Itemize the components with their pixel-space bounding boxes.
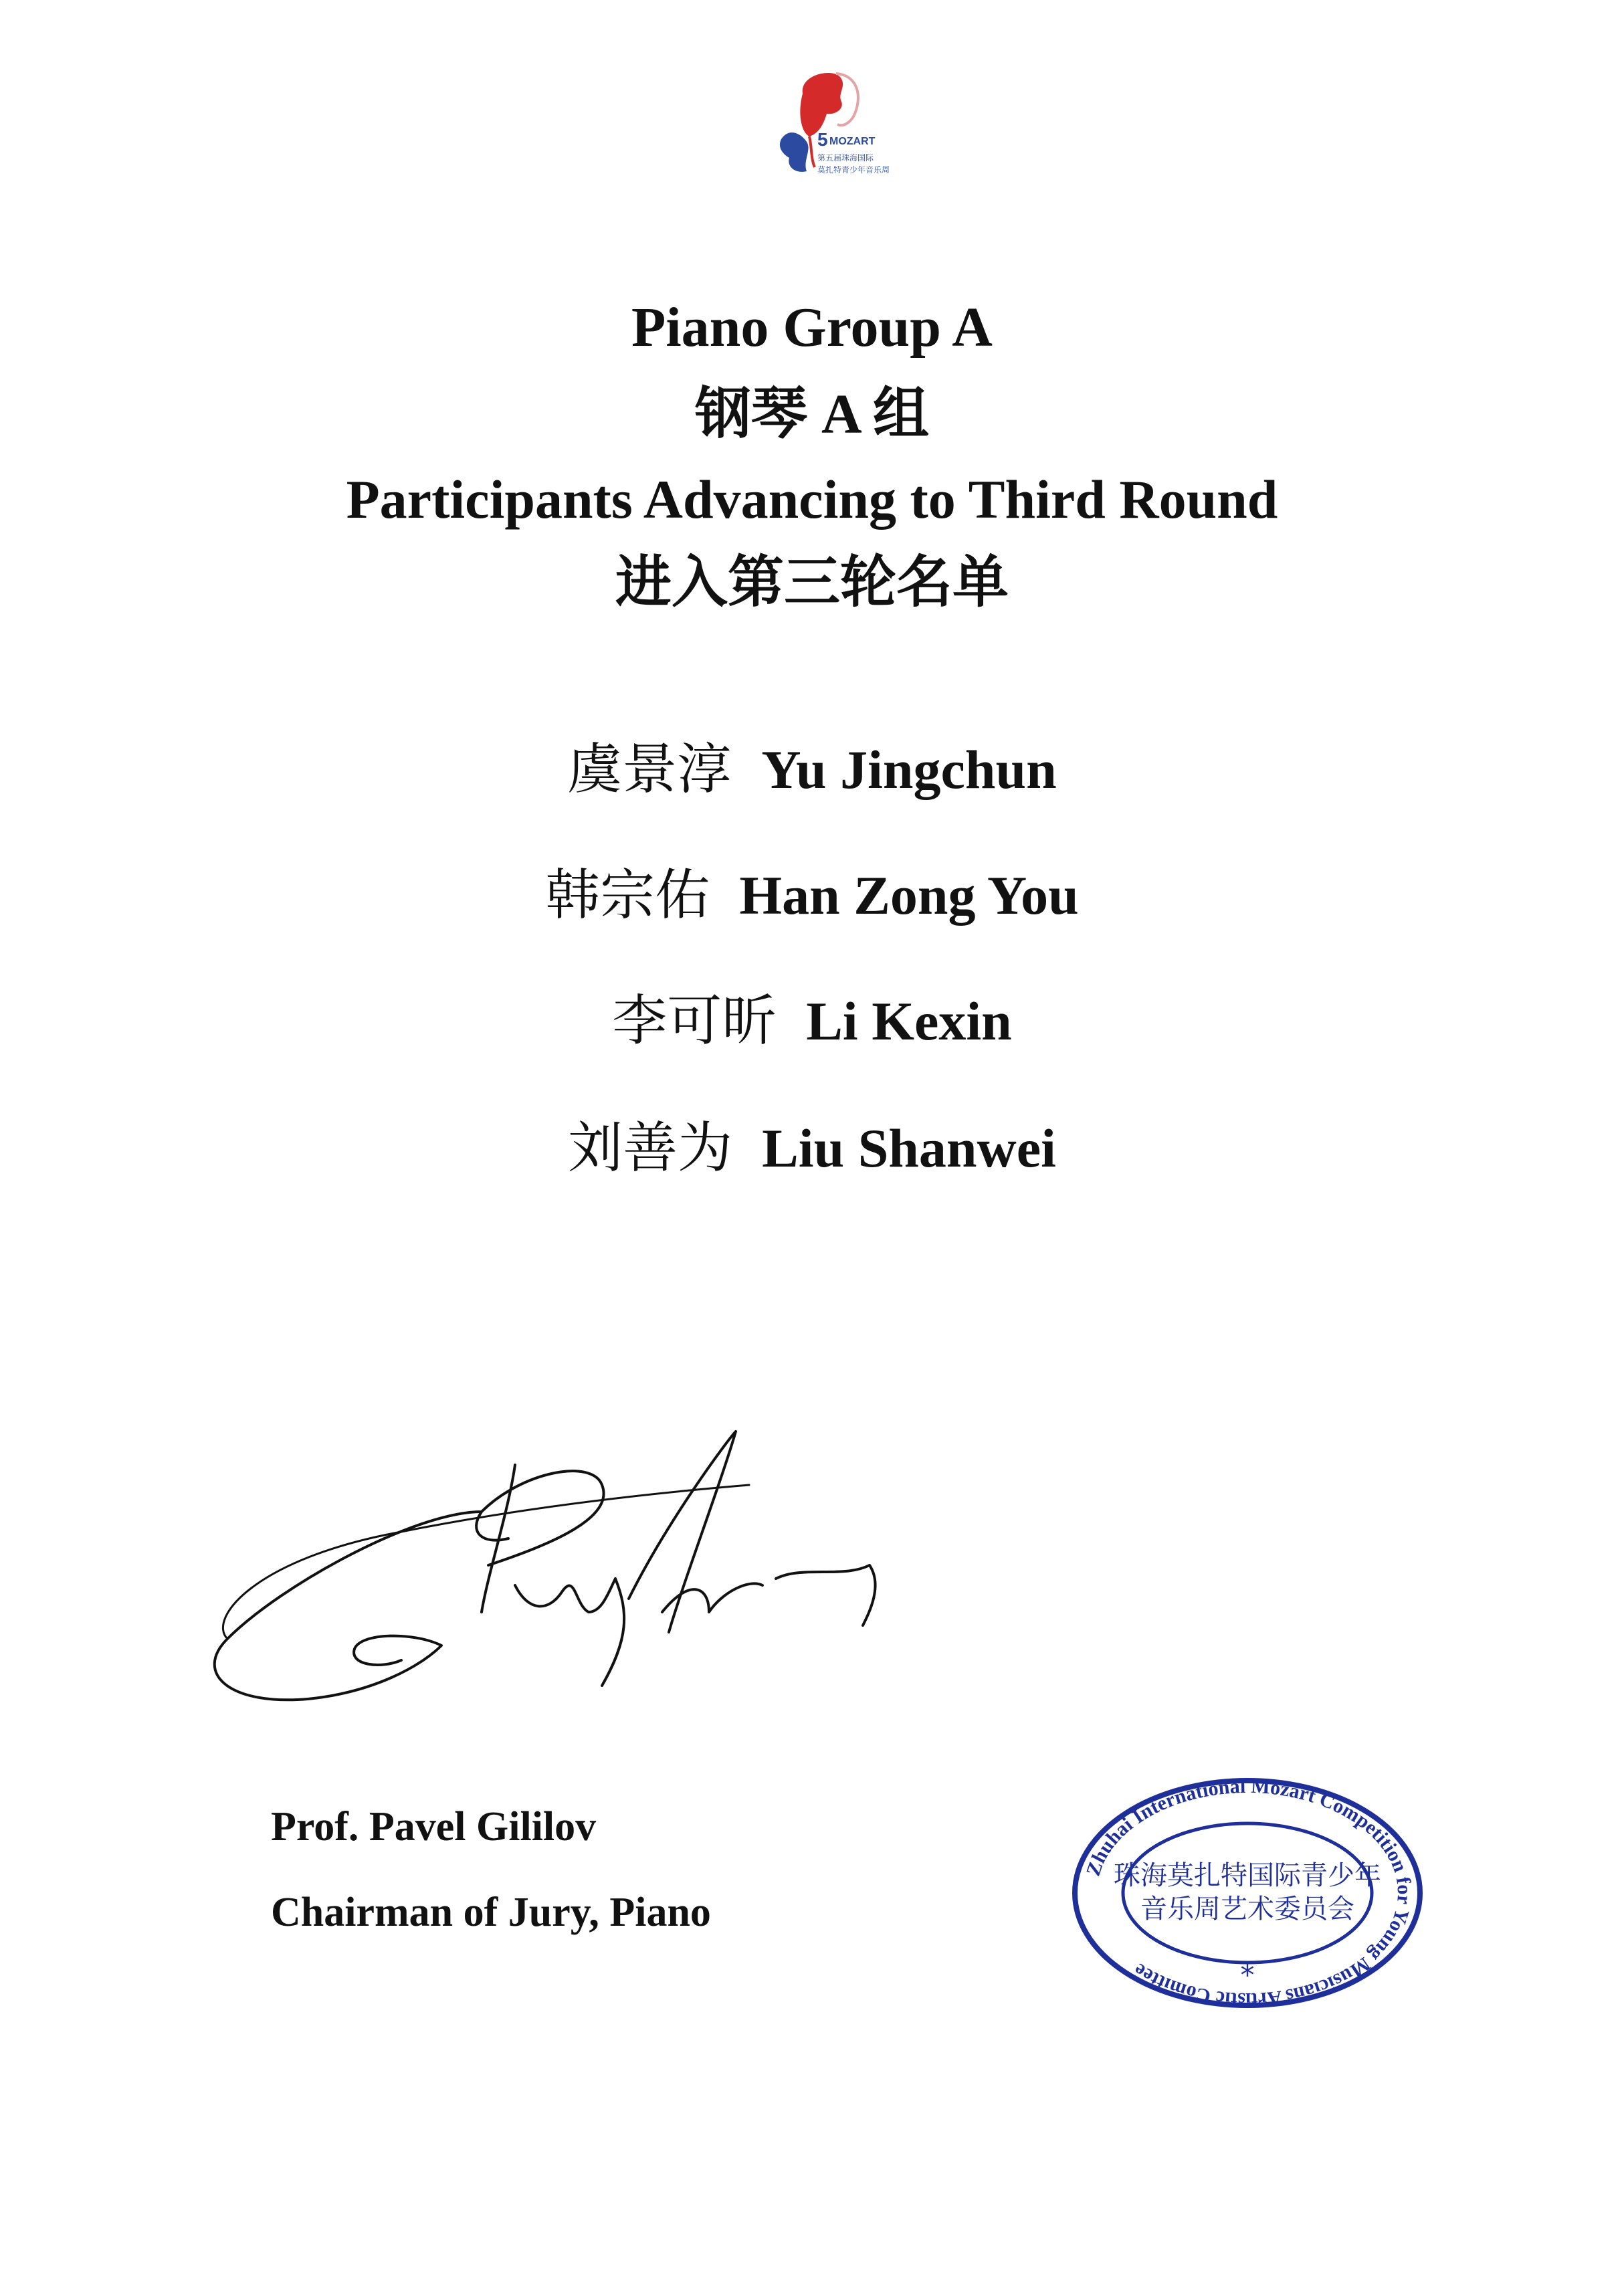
signer-name: Prof. Pavel Gililov — [271, 1804, 597, 1850]
stamp-inner-line-2: 音乐周艺术委员会 — [1140, 1894, 1354, 1924]
handwritten-signature — [201, 1411, 936, 1719]
official-stamp — [1070, 1776, 1425, 2010]
participant-name-en: Han Zong You — [739, 865, 1079, 926]
participant-name-zh: 李可昕 — [612, 991, 777, 1052]
subtitle-en: Participants Advancing to Third Round — [346, 469, 1278, 530]
participant-name-zh: 韩宗佑 — [545, 865, 710, 926]
stamp-seal-icon — [1070, 1776, 1425, 2010]
participant-name-zh: 刘善为 — [568, 1118, 733, 1179]
participant-name-en: Yu Jingchun — [761, 739, 1057, 800]
participant-row — [0, 865, 1624, 926]
participant-row — [0, 739, 1624, 800]
participant-name-en: Liu Shanwei — [762, 1118, 1056, 1179]
stamp-star: * — [1240, 1959, 1255, 1991]
participant-name-en: Li Kexin — [806, 991, 1012, 1052]
stamp-inner-line-1: 珠海莫扎特国际青少年 — [1114, 1860, 1381, 1891]
signer-title: Chairman of Jury, Piano — [271, 1890, 711, 1935]
logo-line-1: 第五届珠海国际 — [817, 153, 874, 163]
stamp-outer-text: Zhuhai International Mozart Competition for Young Musicians Artistic Comittee — [1082, 1776, 1416, 2010]
title-zh: 钢琴 A 组 — [694, 383, 930, 445]
logo-word: MOZART — [829, 136, 876, 147]
participant-row — [0, 1118, 1624, 1179]
title-en: Piano Group A — [631, 296, 993, 359]
subtitle-zh: 进入第三轮名单 — [615, 552, 1009, 614]
mozart-logo-icon — [763, 67, 896, 194]
signature-icon — [201, 1411, 936, 1719]
participant-name-zh: 虞景淳 — [567, 739, 732, 800]
participant-row — [0, 991, 1624, 1052]
logo-number: 5 — [817, 129, 828, 150]
competition-logo — [763, 67, 896, 194]
logo-line-2: 莫扎特青少年音乐周 — [817, 165, 890, 175]
